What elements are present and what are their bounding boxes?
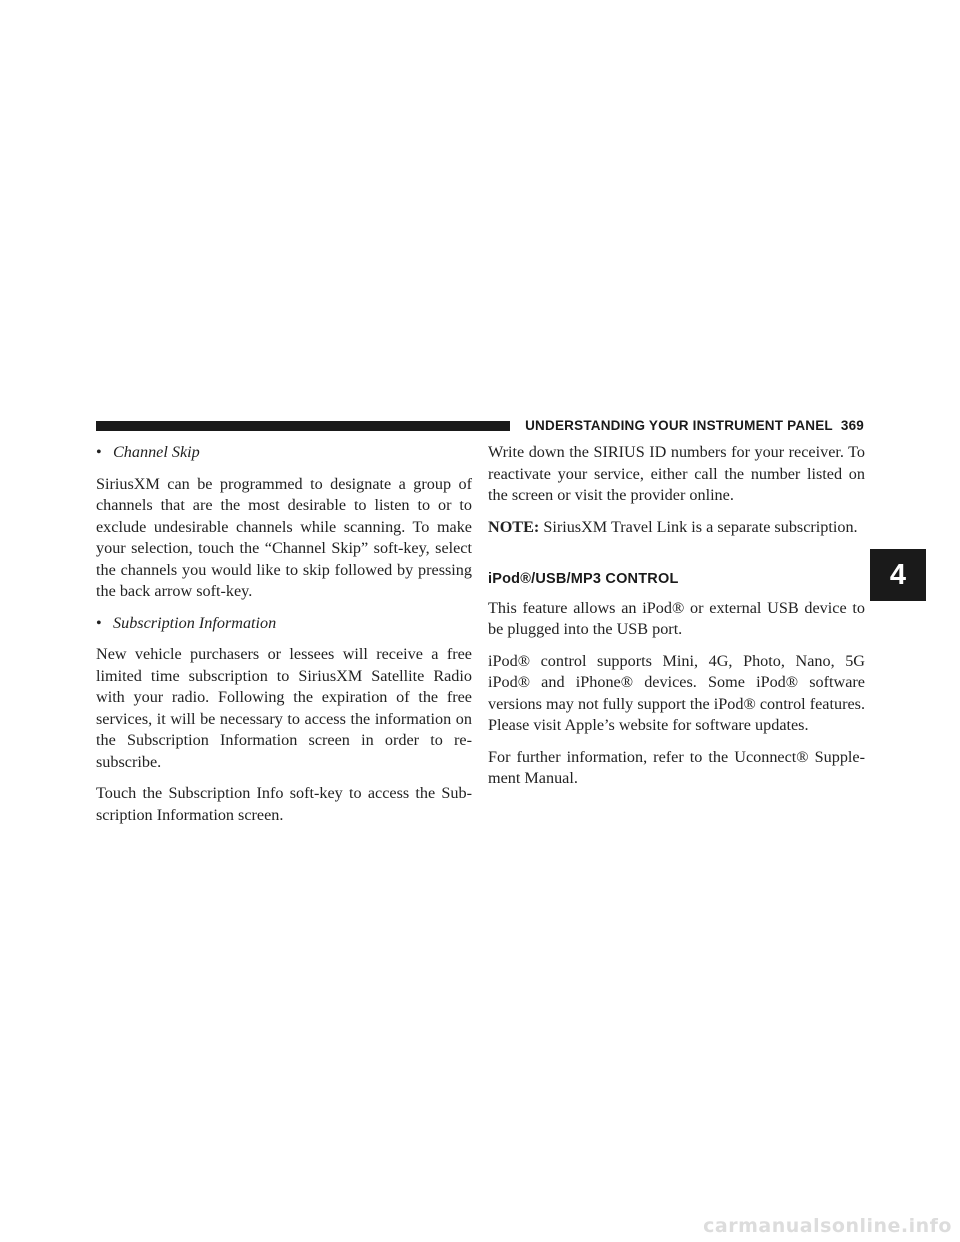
bullet-label: Channel Skip <box>113 443 200 461</box>
note-text: SiriusXM Travel Link is a separate subscription. <box>539 517 858 536</box>
bullet-dot: • <box>96 443 102 461</box>
left-column <box>96 442 472 836</box>
ipod-support-paragraph: iPod® control supports Mini, 4G, Photo, Nano, 5G iPod® and iPhone® devices. Some iPod® software versions may not fully support the iPod® control features. Please visit Apple’s website for software updates. <box>488 651 865 734</box>
page-number: 369 <box>840 418 864 433</box>
subscription-paragraph: New vehicle purchasers or lessees will receive a free limited time subscription to SiriusXM Satellite Radio with your radio. Following the expiration of the free services, it will be necessary to access the information on the Subscription Information screen in order to re-subscribe. <box>96 645 472 771</box>
header-rule <box>96 421 510 431</box>
bullet-subscription-information <box>96 613 472 635</box>
subscription-info-paragraph: Touch the Subscription Info soft-key to access the Sub-scription Information screen. <box>96 784 472 824</box>
watermark: carmanualsonline.info <box>703 1215 952 1237</box>
running-header <box>525 418 864 433</box>
further-info-paragraph: For further information, refer to the Uconnect® Supple-ment Manual. <box>488 747 865 787</box>
bullet-dot: • <box>96 613 102 632</box>
note-label: NOTE: <box>488 517 540 536</box>
sirius-id-paragraph: Write down the SIRIUS ID numbers for your receiver. To reactivate your service, either call the number listed on the screen or visit the provider online. <box>488 443 865 504</box>
right-column <box>488 442 865 800</box>
channel-skip-paragraph: SiriusXM can be programmed to designate a group of channels that are the most desirable to listen to or to exclude undesirable channels while scanning. To make your selection, touch the “Channel Skip” soft-key, select the channels you would like to skip followed by pressing the back arrow soft-key. <box>96 474 472 600</box>
ipod-usb-paragraph: This feature allows an iPod® or external USB device to be plugged into the USB port. <box>488 598 865 638</box>
note-paragraph <box>488 517 865 539</box>
chapter-tab: 4 <box>870 549 926 601</box>
bullet-label: Subscription Information <box>113 613 277 632</box>
bullet-channel-skip <box>96 442 472 464</box>
section-title: UNDERSTANDING YOUR INSTRUMENT PANEL <box>525 418 833 433</box>
section-heading: iPod®/USB/MP3 CONTROL <box>488 571 679 587</box>
